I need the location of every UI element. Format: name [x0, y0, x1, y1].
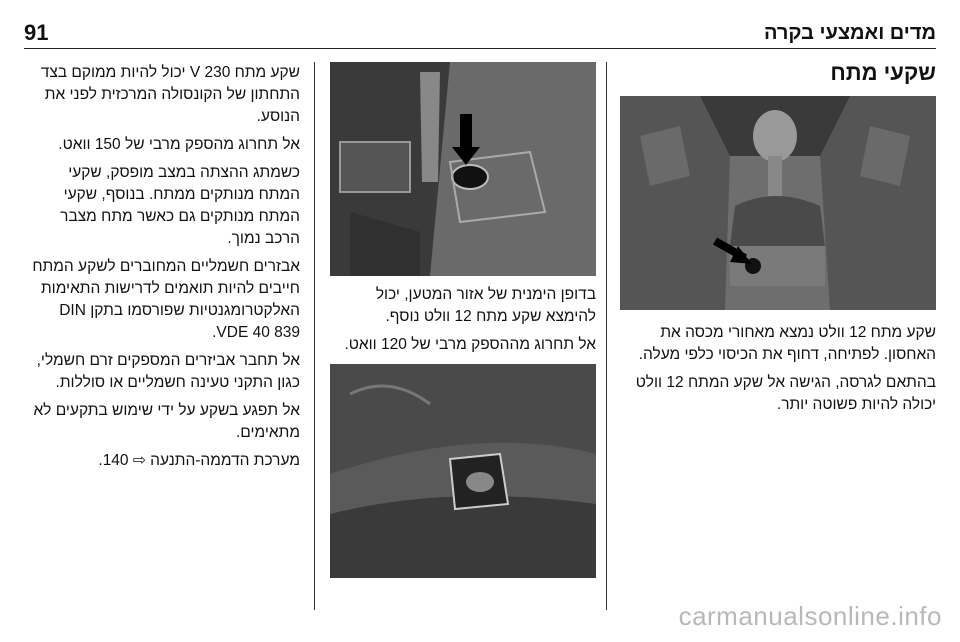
paragraph: בדופן הימנית של אזור המטען, יכול להימצא שקע מתח 12 וולט נוסף.	[375, 286, 596, 325]
paragraph: אל תחרוג מהספק מרבי של 150 וואט.	[58, 136, 300, 153]
paragraph: מערכת הדממה-התנעה ⇨ 140.	[98, 452, 300, 469]
section-title: שקעי מתח	[830, 60, 936, 85]
watermark: carmanualsonline.info	[678, 601, 942, 631]
paragraph: כשמתג ההצתה במצב מופסק, שקעי המתח מנותקים ממתח. בנוסף, שקעי המתח מנותקים גם כאשר מתח מצבר הרכב נמוך.	[60, 164, 300, 247]
paragraph: בהתאם לגרסה, הגישה אל שקע המתח 12 וולט יכולה להיות פשוטה יותר.	[635, 374, 936, 413]
paragraph: שקע מתח 12 וולט נמצא מאחורי מכסה את האחסון. לפתיחה, דחוף את הכיסוי כלפי מעלה.	[638, 324, 936, 363]
paragraph: אבזרים חשמליים המחוברים לשקע המתח חייבים להיות תואמים לדרישות התאימות האלקטרומגנטיות שפורסמו בתקן DIN VDE 40 839.	[32, 258, 300, 341]
console-illustration	[620, 96, 936, 310]
right-column	[620, 62, 936, 422]
paragraph: שקע מתח V 230 יכול להיות ממוקם בצד התחתון של הקונסולה המרכזית לפני את הנוסע.	[40, 64, 300, 125]
page-header	[24, 20, 936, 49]
trunk-power-outlet-figure	[330, 62, 596, 276]
page-number: 91	[24, 20, 49, 45]
paragraph: אל תחרוג מההספק מרבי של 120 וואט.	[344, 336, 596, 353]
middle-column	[330, 62, 596, 578]
rear-outlet-figure	[330, 364, 596, 578]
rear-illustration	[330, 364, 596, 578]
paragraph: אל תחבר אביזרים המספקים זרם חשמלי, כגון התקני טעינה חשמליים או סוללות.	[36, 352, 300, 391]
left-column	[24, 62, 300, 478]
console-power-outlet-figure	[620, 96, 936, 310]
column-divider	[606, 62, 607, 610]
trunk-illustration	[330, 62, 596, 276]
paragraph: אל תפגע בשקע על ידי שימוש בתקעים לא מתאימים.	[33, 402, 300, 441]
column-divider	[314, 62, 315, 610]
chapter-title: מדים ואמצעי בקרה	[763, 22, 936, 44]
